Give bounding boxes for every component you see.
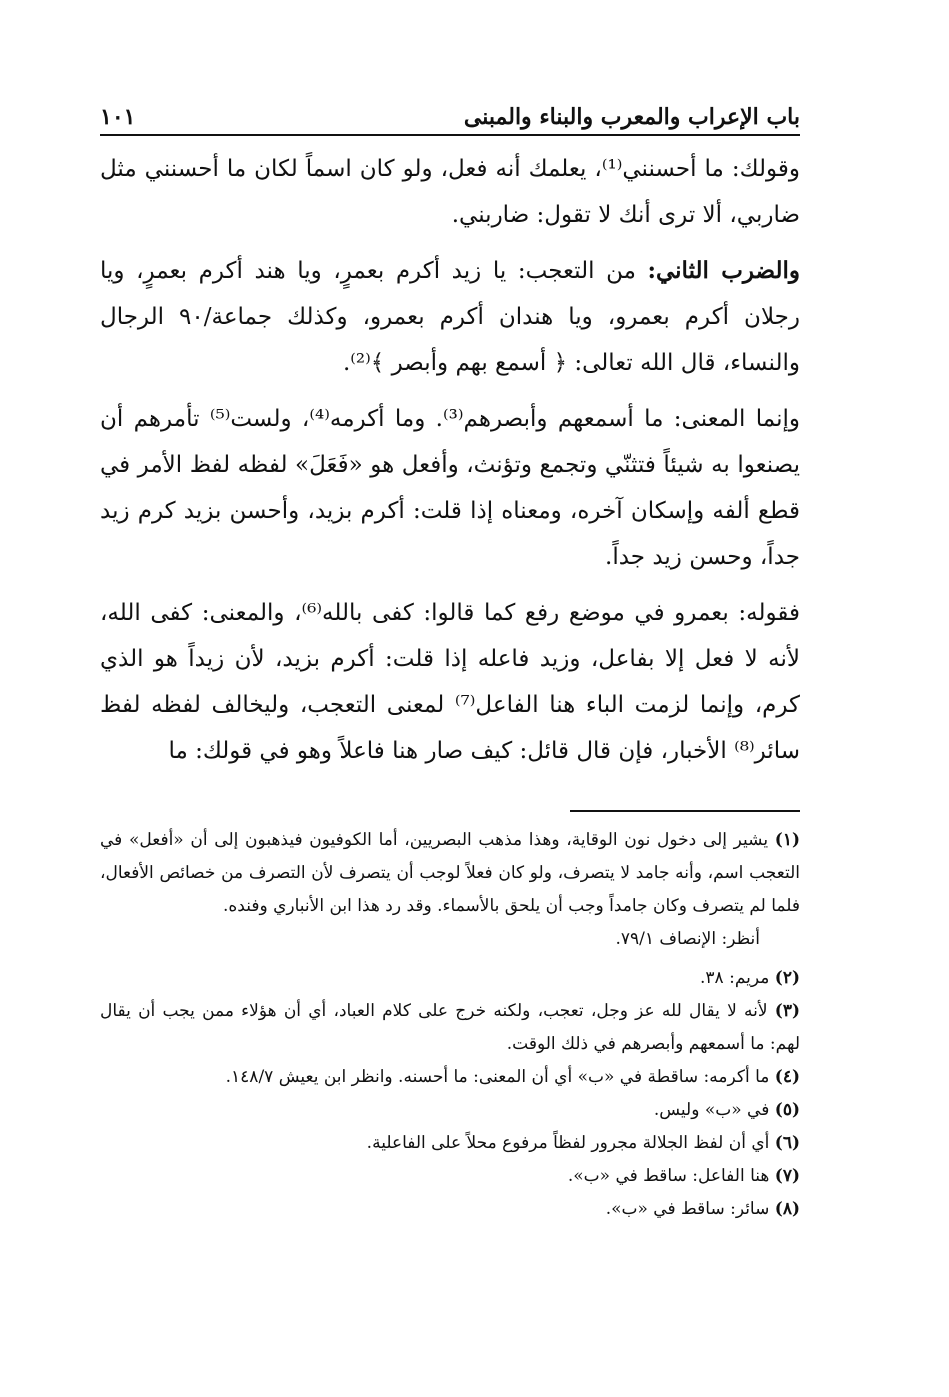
footnote-8-number: (٨) [774,1199,800,1219]
footnote-1 [100,824,800,923]
footnote-7-text: هنا الفاعل: ساقط في «ب». [567,1166,775,1186]
footnote-6 [100,1127,800,1160]
footnote-6-number: (٦) [774,1133,800,1153]
footnote-7 [100,1160,800,1193]
footnote-6-text: أي أن لفظ الجلالة مجرور لفظاً مرفوع محلاً على الفاعلية. [366,1133,775,1153]
footnote-4-number: (٤) [774,1067,800,1087]
footnote-2-text: مريم: ٣٨. [700,968,775,988]
paragraph-2 [100,248,800,386]
footnote-3-text: لأنه لا يقال لله عز وجل، تعجب، ولكنه خرج على كلام العباد، أي أن هؤلاء ممن يجب أن يقال لهم: ما أسمعهم وأبصرهم في ذلك الوقت. [100,1001,800,1054]
footnote-5-number: (٥) [774,1100,800,1120]
footnote-2-number: (٢) [774,968,800,988]
paragraph-1: وقولك: ما أحسنني⁽¹⁾، يعلمك أنه فعل، ولو كان اسماً لكان ما أحسنني مثل ضاربي، ألا ترى أنك لا تقول: ضاربني. [100,156,800,228]
paragraph-4: فقوله: بعمرو في موضع رفع كما قالوا: كفى بالله⁽⁶⁾، والمعنى: كفى الله، لأنه لا فعل إلا بفاعل، وزيد فاعله إذا قلت: أكرم بزيد، لأن زيداً هو الذي كرم، وإنما لزمت الباء هنا الفاعل⁽⁷⁾ لمعنى التعجب، وليخالف لفظه لفظ سائر⁽⁸⁾ الأخبار، فإن قال قائل: كيف صار هنا فاعلاً وهو في قولك: ما [100,600,801,764]
footnote-1-text: يشير إلى دخول نون الوقاية، وهذا مذهب البصريين، أما الكوفيون فيذهبون إلى أن «أفعل» في التعجب اسم، وأنه جامد لا يتصرف، ولو كان فعلاً لوجب أن يتصرف لأن التصرف من خصائص الأفعال، فلما لم يتصرف وكان جامداً وجب أن يلحق بالأسماء. وقد رد هذا ابن الأنباري وفنده. [100,830,800,916]
paragraph-2-lead: والضرب الثاني: [647,257,800,284]
footnote-1-reference: أنظر: الإنصاف ٧٩/١. [615,929,760,949]
paragraph-3: وإنما المعنى: ما أسمعهم وأبصرهم⁽³⁾. وما أكرمه⁽⁴⁾، ولست⁽⁵⁾ تأمرهم أن يصنعوا به شيئاً فتثنّي وتجمع وتؤنث، وأفعل هو «فَعَلَ» لفظه لفظ الأمر في قطع ألفه وإسكان آخره، ومعناه إذا قلت: أكرم بزيد، وأحسن بزيد كرم زيد جداً، وحسن زيد جداً. [100,406,800,570]
footnote-5-text: في «ب» وليس. [653,1100,775,1120]
footnote-3 [100,995,800,1061]
main-text [100,146,800,774]
footnote-4 [100,1061,800,1094]
paragraph-2-text: من التعجب: يا زيد أكرم بعمرٍ، ويا هند أكرم بعمرٍ، ويا رجلان أكرم بعمرو، ويا هندان أكرم بعمرو، وكذلك جماعة/٩٠ الرجال والنساء، قال الله تعالى: ﴿ أسمع بهم وأبصر ﴾⁽²⁾. [100,258,800,376]
footnote-8 [100,1193,800,1226]
footnote-7-number: (٧) [774,1166,800,1186]
footnote-2 [100,962,800,995]
footnote-8-text: سائر: ساقط في «ب». [605,1199,775,1219]
book-page [100,80,800,1226]
page-number: ١٠١ [100,104,136,130]
running-title: باب الإعراب والمعرب والبناء والمبنى [463,104,800,130]
footnote-4-text: ما أكرمه: ساقطة في «ب» أي أن المعنى: ما أحسنه. وانظر ابن يعيش ١٤٨/٧. [225,1067,775,1087]
footnote-1-number: (١) [774,830,800,850]
footnotes [100,824,800,1226]
footnote-5 [100,1094,800,1127]
page-header [100,80,800,136]
footnote-separator [570,810,800,812]
footnote-3-number: (٣) [774,1001,800,1021]
